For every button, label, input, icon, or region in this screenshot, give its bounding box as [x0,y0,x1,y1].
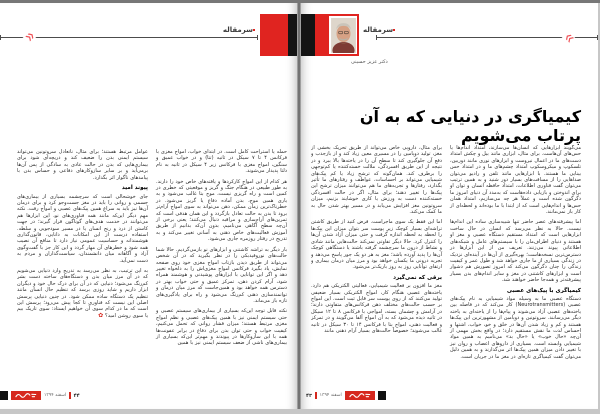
body-paragraph [17,268,148,319]
page-number: ۴۳ [306,392,313,399]
rule-endcap [597,35,598,40]
page-left [0,3,297,409]
subheading: پیوند امید [121,185,148,192]
left-page-column-2 [17,149,148,389]
body-paragraph: بار دیگر به تراشه کاشتنی و ابزارهای نو بازمی‌گردیم. حالا شما حالت‌های نوروفیدبکی را در نظر بگیرید که در آن شخص می‌تواند از طریق دیدن بازتاب امواج مغزی خود روی صفحه نمایش، یاد بگیرد فرکانس امواج مغزی‌اش را به دلخواه تغییر دهد و اگر این توانایی با ابزارهای پوشیدنی و هوشمند همراه شود، آرام کردن ذهن، تمرکز عمیق و حتی خواب بهتر در دسترس همه خواهد بود و همین‌جاست که مرز میان درمان و توانمندسازی ذهنی کم‌رنگ می‌شود و راه برای یادگیری‌های تازه باز می‌ماند. [156,246,287,304]
rule-endcap [257,35,258,40]
body-paragraph: مغز ما افزون بر فعالیت شیمیایی، فعالیتی الکتریکی هم دارد. یاخته‌های عصبی هنگام کار، امواج الکتریکی بسیار ضعیفی تولید می‌کنند که از روی پوست سر قابل ثبت است. این امواج بر حسب حالت‌های مختلف ذهن فرکانس‌های متفاوتی دارند؛ در آرامش و چشمان بسته، امواجی با فرکانس ۸ تا ۱۲ سیکل در ثانیه دیده می‌شود که به آن امواج آلفا می‌گویند و در تمرکز و فعالیت ذهنی، امواج بتا با فرکانس ۱۴ تا ۳۰ سیکل در ثانیه غالب می‌شوند؛ خصوصاً حالت‌های بسیار آرام ذهنی مانند [311,283,443,335]
article-headline: کیمیاگری در دنیایی که به آن پرتاب می‌شویم [359,107,581,145]
section-label [363,26,396,34]
header-red-block [315,14,359,56]
body-paragraph-text: به این ترتیب، به نظر می‌رسد به تدریج وارد دنیایی می‌شویم که در آن مرز میان بدن و دستگاه‌های ساخته دست بشر کم‌رنگ می‌شود؛ دنیایی که در آن برای درک حال خود و دیگران ابزار داریم و شاید روزی برسد که تنظیم حال انسان مانند تنظیم یک دستگاه ساده ممکن شود. در چنین دنیایی پرسش اصلی این نیست که فناوری تا کجا پیش می‌رود؛ پرسش این است که ما در کدام سوی آن خواهیم ایستاد: سوی تاریک بیم یا سوی روشن امید؟ [17,268,148,319]
header-black-strip [288,14,297,56]
header-rule [0,31,258,42]
page-number: ۴۴ [73,392,80,399]
body-paragraph: هر کدام از این امواج کارکردها و یافته‌های خاص خود را دارند. به طور طبیعی در هنگام جنگ و گریز و موقعیتی که خطری در کمین است و راه گریزی نیست، موج بتا غالب می‌شود و به یاری همین موج، بدن آماده دفاع یا گریز می‌شود. در خطرناک‌ترین زمان ممکن، ذهن می‌تواند به سوی امواج آرام‌تر برود تا بدن به حالت تعادل بازگردد و این همان هدفی است که تمرین‌های آرام‌سازی و مراقبه دنبال می‌کنند؛ یعنی برخی از آن‌چه سطح آگاهی می‌نامیم، بدون آن‌که بدانیم از طریق آموزش فعالیت‌های خاص ذهنی به آسانی تغییر می‌کند و به تدریج در رفتار روزمره جاری می‌شود. [156,178,287,243]
body-paragraph: اما این فقط یک سوی ماجراست. فرض کنید از طریق کاشتن تراشه‌ای بسیار کوچک زیر پوست سر بتوان میزان این پیک‌ها را لحظه به لحظه اندازه گرفت و حتی میزان آزاد شدن آن‌ها را کنترل کرد. حالا دیگر تفاوتی نمی‌کند حالت‌هایی مانند شادی و نشاط از درون ما سرچشمه گرفته باشند یا دستگاهی کوچک آن‌ها را پدید آورده باشد؛ مغز به هر دو یک جور پاسخ می‌دهد و تجربه درونی ما یکسان خواهد بود و مرز میان درمان بیماری و ارتقای توانایی روز به روز باریک‌تر می‌شود. [311,219,442,271]
header-red-block [260,14,288,56]
section-label-text: سرمقاله [222,26,253,34]
subheading: کیمیاگری با پیک‌های عصبی [506,287,581,294]
footer-divider [315,392,317,399]
footer-divider [69,392,71,399]
footer-date: اسفند ۱۳۹۴ [44,393,67,398]
section-label-text: سرمقاله [363,26,394,34]
author-photo [329,16,357,54]
right-page-column-2 [311,145,442,389]
left-page-footer [0,391,80,400]
body-paragraph: دستگاه عصبی ما به وسیله مواد شیمیایی به نام پیک‌های عصبی (Neurotransmitters) کار می‌کند که در فاصله بین یاخته‌های عصبی آزاد می‌شوند و پیام‌ها را از یاخته‌ای به یاخته دیگر می‌رسانند. سروتونین و دوپامین از مشهورترین این پیک‌ها هستند و کم و زیاد شدن آن‌ها در خلق و خو، خواب، اشتها و احساس لذت ما نقش مستقیم دارد؛ در واقع بخش مهمی از آن‌چه «حال خوب» یا «حال بد» می‌نامیم به همین مواد شیمیایی وابسته است. بسیاری از داروهای اعصاب و روان نیز با تغییر دادن میزان همین پیک‌ها اثر می‌گذارند و به همین دلیل می‌توان گفت کیمیاگری تازه‌ای در مغز ما در جریان است. [450,296,581,360]
body-paragraph: نکته قابل توجه این‌که بسیاری از بیماری‌های سیستم عصبی و حتی سیستم ایمنی نیز با همین پیک‌های عصبی و نظم امواج مغزی مرتبط هستند؛ میزان فشار روانی که تحمل می‌کنیم، کیفیت خواب و حتی توان بدن برای دفاع در برابر عفونت‌ها همه با این سازوکارها در پیوندند و مهم‌تر این‌که بسیاری از بیماری‌های ناشی از ضعف سیستم ایمنی نیز با همین [156,308,287,347]
section-label [223,26,256,34]
logo-black-square-icon [0,391,8,400]
header-rule [376,31,598,42]
author-name: دکتر عزیز حسینی [351,59,388,65]
chevrons-ornament-icon: ❮❮ [22,30,36,44]
rule-endcap [0,35,1,40]
left-page-body [17,149,287,389]
page-right [301,3,598,409]
left-page-column-1 [156,149,287,389]
magazine-logo-icon [345,391,375,400]
subheading: برقی که نمی‌گیرد [393,274,442,281]
chevrons-ornament-icon: ❯❯ [562,30,576,44]
logo-black-square-icon [378,391,386,400]
body-paragraph: اما پیشرفته‌های عصر حاضر تنها شبیه‌سازی ساده این اندام‌ها نیست. حالا به نظر می‌رسد که انسان در حال ساخت ابزارهایی است که امتداد مستقیم دستگاه عصبی و مغز او هستند و دنیای اطراف‌مان را با سیستم‌های عامل و شبکه‌های اطلاعاتی پیوند می‌زنند. تعریف من از این ابزارها در دسترس‌ترین نسخه‌هاست؛ بهره‌گیری از آن‌ها در آینده‌ای نزدیک در زندگی بسیاری از ما جاری خواهد شد و طول عمر و کیفیت زندگی را چنان دگرگون می‌کند که امروز تصورش هم دشوار است و ابزارهای کاشتنی در مغز و سایر اندام‌های بدن بسیار پیشرفته‌تر و همه‌جا حاضر خواهند شد. [450,219,581,284]
body-paragraph: برای مثال، دارویی خاص می‌تواند از طریق تحریک بخشی از مغز، تولید دوپامین را در مسیری معین زیاد کند و از بازجذب و دفع آن جلوگیری کند تا سطح آن را در یاخته‌ها بالا ببرد و در نتیجه از این طریق افسردگی، ملالت خسته‌کننده یا کم‌توجهی را برطرف کند. همان‌گونه که ترشح زیاد یا کم پیک‌های شیمیایی می‌تواند بر احساسات، عواطف و رفتارهای ما تأثیر بگذارد، رفتارها و تجربه‌های ما هم می‌توانند میزان ترشح این پیک‌ها را تغییر دهند؛ برای مثال، اگر در حالت افسردگی خسته‌کننده دست به ورزش یا کاری خوشایند بزنیم، میزان سروتونین مغز افزایش می‌یابد و در مسیر بهتر شدن حال به ما کمک می‌کند. [311,145,442,216]
magazine-logo-icon [11,391,41,400]
body-paragraph: می‌گویند ابزارهایی که انسان‌ها می‌سازند، امتداد اندام‌ها یا حس‌های آن‌هاست. برای مثال، ابزاری مانند بیل و چکش امتداد دست‌های ما در اعمال نیروست و ابزارهای نوری مانند دوربین، تلسکوپ و میکروسکوپ امتداد چشم‌های ما و در امتداد حس بینایی ما هستند. با ابزارهایی مانند تلفن و رادیو می‌توان صداهایی را از مسافت‌های بسیار دور شنید و به همین ترتیب می‌توان گفت فناوری اطلاعات، امتداد حافظه انسان و توان او برای اندوختن و بازیابی داده‌هاست که به‌مدد آن دنیای امروز ما دگرگون شده است و عملاً هر چه می‌سازیم، امتداد همان حس‌ها و اندام‌هایی است که از ابتدا با ما بوده‌اند و لحظه‌ای از کار باز نمی‌مانند. [450,145,581,216]
rule-endcap [376,35,377,40]
section-bullet-icon [253,29,255,31]
body-paragraph: جای خوشحالی است که سرچشمه بسیاری از بیماری‌های جسمی و روانی را باید در مغز جست‌وجو کرد و برای درمان آن‌ها نیز باید به سراغ همین پیک‌های عصبی و امواج رفت. نکته مهم دیگر این‌که مانند همه فناوری‌های نو، این ابزارها هم می‌توانند در خدمت هدف‌های گوناگون قرار گیرند؛ در جهت کاستن از درد و رنج انسان یا در مسیر سودجویی و سلطه. استفاده درست از این امکانات به دانایی، قانون‌گذاری هوشمندانه و حساسیت عمومی نیاز دارد تا منافع آن نصیب همه شود و خطرهای آن مهار گردد و این کار جز با گفت‌وگوی آزاد و آگاهانه میان دانشمندان، سیاست‌گذاران و مردم به دست نمی‌آید. [17,193,148,264]
right-page-footer [306,391,386,400]
body-paragraph: عوامل مرتبط هستند؛ برای مثال، ناتعادل سروتونین می‌تواند سیستم ایمنی بدن را ضعیف کند و دریچه‌ای شود برای بیماری‌هایی که بدن در حالت عادی به سادگی از پس آن‌ها برمی‌آید و بر سایر سازوکارهای دفاعی و حساس بدن با پیامدهای ناگوار اثر بگذارد. [17,149,148,181]
header-black-strip [301,14,315,56]
right-page-body [311,145,581,389]
footer-date: اسفند ۱۳۹۴ [319,393,342,398]
right-page-column-1 [450,145,581,389]
end-of-article-icon: ✿ [98,311,104,319]
section-bullet-icon [393,29,395,31]
body-paragraph: حمله یا استراحت کامل است. در ابتدای خواب، امواج مغزی با فرکانس ۴ تا ۷ سیکل در ثانیه (تتا) و در خواب عمیق و سنگین، امواج مغزی با فرکانس زیر ۴ سیکل در ثانیه به نام دلتا پدیدار می‌شوند. [156,149,287,175]
